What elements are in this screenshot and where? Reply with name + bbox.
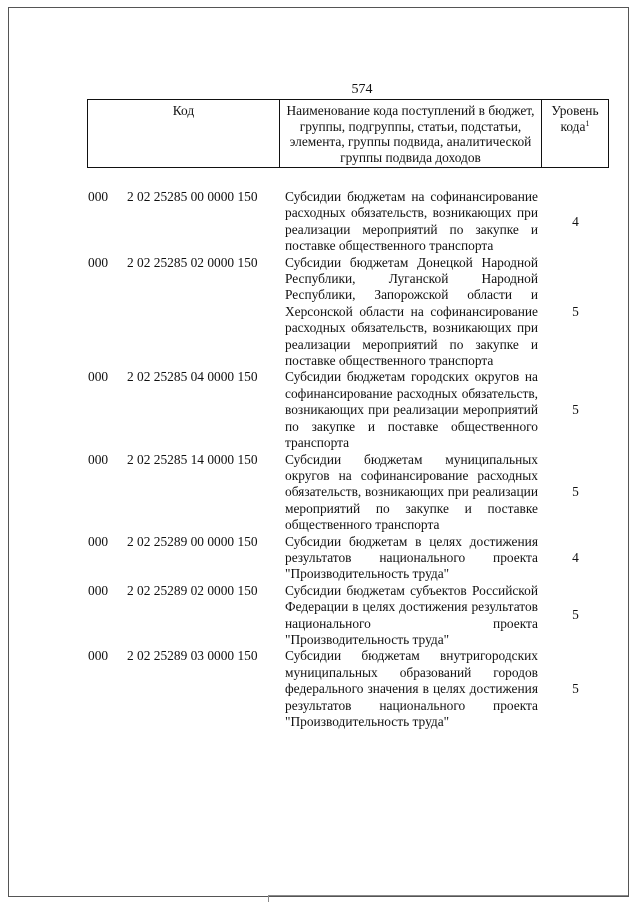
table-row — [87, 534, 608, 583]
row-level: 4 — [572, 549, 579, 565]
row-code: 2 02 25289 03 0000 150 — [127, 648, 258, 664]
table-row — [87, 648, 608, 730]
page-bottom-edge — [268, 895, 628, 902]
row-prefix: 000 — [88, 369, 109, 385]
row-code: 2 02 25289 02 0000 150 — [127, 582, 258, 598]
header-code: Код — [88, 100, 280, 168]
row-level: 5 — [572, 681, 579, 697]
header-level-footnote: 1 — [585, 118, 590, 128]
row-level: 4 — [572, 213, 579, 229]
row-level: 5 — [572, 607, 579, 623]
row-prefix: 000 — [88, 254, 109, 270]
classification-table-header — [87, 99, 609, 168]
row-name: Субсидии бюджетам внутригородских муниципальных образований городов федерального значения в целях достижения результатов национального проекта "Производительность труда" — [285, 648, 538, 729]
row-code: 2 02 25285 02 0000 150 — [127, 254, 258, 270]
row-code: 2 02 25285 04 0000 150 — [127, 369, 258, 385]
row-code: 2 02 25289 00 0000 150 — [127, 533, 258, 549]
row-prefix: 000 — [88, 582, 109, 598]
table-row — [87, 452, 608, 534]
row-name: Субсидии бюджетам в целях достижения результатов национального проекта "Производительность труда" — [285, 533, 538, 582]
header-level-cell — [542, 100, 609, 168]
table-row — [87, 255, 608, 370]
header-level: Уровень кода — [551, 103, 599, 134]
row-name: Субсидии бюджетам Донецкой Народной Республики, Луганской Народной Республики, Запорожской области и Херсонской области на софинансирование расходных обязательств, возникающих при реализации мероприятий по закупке и поставке общественного транспорта — [285, 254, 538, 369]
header-name: Наименование кода поступлений в бюджет, группы, подгруппы, статьи, подстатьи, элемента, группы подвида, аналитической группы подвида доходов — [280, 100, 542, 168]
row-code: 2 02 25285 00 0000 150 — [127, 189, 258, 204]
row-prefix: 000 — [88, 533, 109, 549]
page-number: 574 — [351, 82, 373, 97]
table-row — [87, 189, 608, 255]
table-row — [87, 369, 608, 451]
row-level: 5 — [572, 303, 579, 319]
row-level: 5 — [572, 484, 579, 500]
row-name: Субсидии бюджетам городских округов на софинансирование расходных обязательств, возникающих при реализации мероприятий по закупке и поставке общественного транспорта — [285, 369, 538, 451]
row-prefix: 000 — [88, 189, 109, 204]
row-prefix: 000 — [88, 648, 109, 664]
row-name: Субсидии бюджетам муниципальных округов на софинансирование расходных обязательств, возникающих при реализации мероприятий по закупке и поставке общественного транспорта — [285, 451, 538, 533]
table-row — [87, 583, 608, 649]
row-name: Субсидии бюджетам на софинансирование расходных обязательств, возникающих при реализации мероприятий по закупке и поставке общественного транспорта — [285, 189, 538, 254]
row-code: 2 02 25285 14 0000 150 — [127, 451, 258, 467]
row-name: Субсидии бюджетам субъектов Российской Федерации в целях достижения результатов национального проекта "Производительность труда" — [285, 582, 538, 647]
classification-rows — [87, 189, 608, 730]
row-prefix: 000 — [88, 451, 109, 467]
row-level: 5 — [572, 402, 579, 418]
